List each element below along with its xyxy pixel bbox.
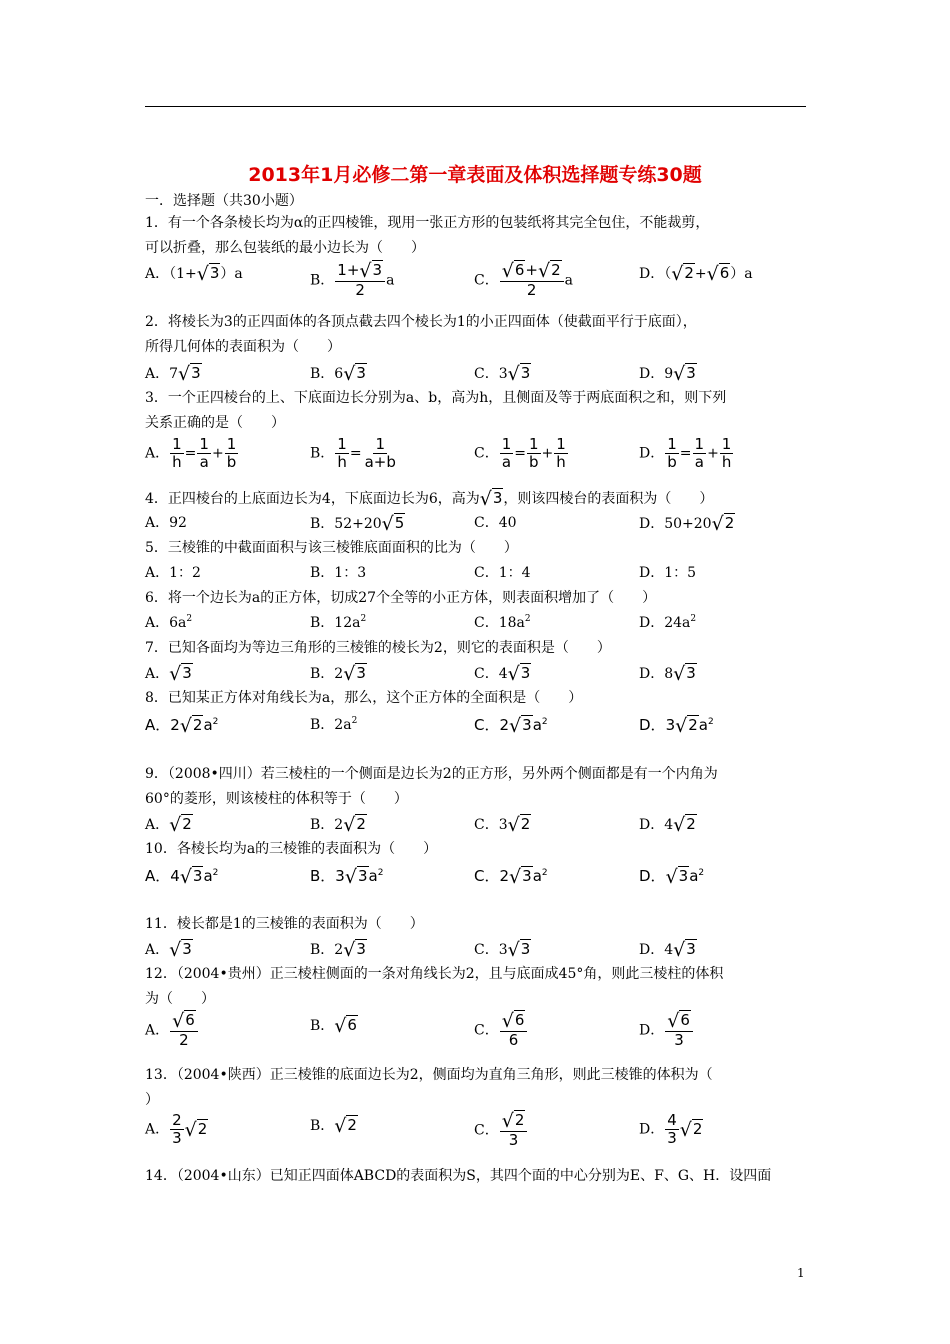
question-2-option-c[interactable]: C．3√3 [474, 363, 531, 385]
question-7-option-c[interactable]: C．4√3 [474, 663, 531, 685]
question-2-option-b[interactable]: B．6√3 [310, 363, 366, 385]
question-6-stem: 6．将一个边长为a的正方体，切成27个全等的小正方体，则表面积增加了（ ） [145, 590, 657, 606]
question-12-stem-line-1: 12．（2004•贵州）正三棱柱侧面的一条对角线长为2，且与底面成45°角，则此三棱柱的体积 [145, 966, 724, 982]
question-7-stem: 7．已知各面均为等边三角形的三棱锥的棱长为2，则它的表面积是（ ） [145, 640, 611, 656]
page-number: 1 [797, 1266, 805, 1280]
question-10-stem: 10．各棱长均为a的三棱锥的表面积为（ ） [145, 841, 438, 857]
question-2-option-d[interactable]: D．9√3 [639, 363, 696, 385]
question-13-option-b[interactable]: B．√2 [310, 1115, 357, 1137]
question-8-option-a[interactable]: A．$2√2a^2$ [145, 715, 219, 737]
question-1-stem-line-2: 可以折叠，那么包装纸的最小边长为（ ） [145, 240, 425, 256]
question-13-option-c[interactable]: C． $\frac{√2}{3}$ [474, 1112, 528, 1149]
question-11-option-d[interactable]: D．4√3 [639, 939, 696, 961]
question-14-stem: 14．（2004•山东）已知正四面体ABCD的表面积为S，其四个面的中心分别为E、F、G、H．设四面 [145, 1168, 772, 1184]
question-12-option-c[interactable]: C． $\frac{√6}{6}$ [474, 1012, 528, 1049]
question-11-option-c[interactable]: C．3√3 [474, 939, 531, 961]
question-4-option-b[interactable]: B．52+20√5 [310, 513, 405, 535]
question-2-option-a[interactable]: A．7√3 [145, 363, 201, 385]
question-6-option-a[interactable]: A．$6a^2$ [145, 614, 193, 631]
question-5-option-d[interactable]: D．1：5 [639, 565, 697, 581]
question-9-option-a[interactable]: A．√2 [145, 814, 192, 836]
question-5-stem: 5．三棱锥的中截面面积与该三棱锥底面面积的比为（ ） [145, 540, 518, 556]
question-9-stem-line-1: 9．（2008•四川）若三棱柱的一个侧面是边长为2的正方形，另外两个侧面都是有一个内角为 [145, 766, 718, 782]
question-12-stem-line-2: 为（ ） [145, 991, 215, 1007]
question-8-option-b[interactable]: B．$2a^2$ [310, 716, 358, 733]
document-title: 2013年1月必修二第一章表面及体积选择题专练30题 [248, 164, 702, 186]
question-6-option-d[interactable]: D．$24a^2$ [639, 614, 697, 631]
question-7-option-b[interactable]: B．2√3 [310, 663, 366, 685]
question-12-option-a[interactable]: A． $\frac{√6}{2}$ [145, 1012, 199, 1049]
question-4-option-c[interactable]: C．40 [474, 515, 517, 531]
question-5-option-b[interactable]: B．1：3 [310, 565, 367, 581]
question-3-stem-line-2: 关系正确的是（ ） [145, 415, 285, 431]
question-2-stem-line-2: 所得几何体的表面积为（ ） [145, 339, 341, 355]
question-4-stem: 4．正四棱台的上底面边长为4，下底面边长为6，高为√3，则该四棱台的表面积为（ ） [145, 488, 714, 510]
question-1-stem-line-1: 1．有一个各条棱长均为α的正四棱锥，现用一张正方形的包装纸将其完全包住，不能裁剪， [145, 215, 710, 231]
question-10-option-a[interactable]: A．$4√3a^2$ [145, 866, 219, 888]
question-12-option-b[interactable]: B．√6 [310, 1015, 357, 1037]
question-10-option-b[interactable]: B．$3√3a^2$ [310, 866, 384, 888]
question-3-stem-line-1: 3．一个正四棱台的上、下底面边长分别为a、b，高为h，且侧面及等于两底面积之和，则下列 [145, 390, 727, 406]
question-10-option-d[interactable]: D．$√3a^2$ [639, 866, 705, 888]
question-13-stem-line-2: ） [145, 1092, 159, 1108]
question-3-option-d[interactable]: D． $\frac{1}{b}$ = $\frac{1}{a}$ + $\frac{1}{h}$ [639, 435, 732, 471]
question-5-option-c[interactable]: C．1：4 [474, 565, 531, 581]
question-11-stem: 11．棱长都是1的三棱锥的表面积为（ ） [145, 916, 424, 932]
question-9-stem-line-2: 60°的菱形，则该棱柱的体积等于（ ） [145, 791, 408, 807]
question-11-option-b[interactable]: B．2√3 [310, 939, 366, 961]
question-9-option-b[interactable]: B．2√2 [310, 814, 366, 836]
question-5-option-a[interactable]: A．1：2 [145, 565, 201, 581]
question-1-option-a[interactable]: A．（1+√3）a [145, 263, 243, 285]
question-3-option-c[interactable]: C． $\frac{1}{a}$ = $\frac{1}{b}$ + $\frac{1}{h}$ [474, 435, 566, 471]
question-1-option-d[interactable]: D．（√2+√6）a [639, 263, 753, 285]
question-9-option-c[interactable]: C．3√2 [474, 814, 531, 836]
question-1-option-c[interactable]: C． $\frac{√6+√2}{2}$ a [474, 260, 573, 299]
question-10-option-c[interactable]: C．$2√3a^2$ [474, 866, 548, 888]
question-3-option-b[interactable]: B． $\frac{1}{h}$ = $\frac{1}{a+b}$ [310, 435, 396, 471]
question-7-option-a[interactable]: A．√3 [145, 663, 192, 685]
section-heading: 一．选择题（共30小题） [145, 193, 303, 209]
question-13-option-d[interactable]: D． $\frac{4}{3}$ √2 [639, 1111, 703, 1147]
question-13-stem-line-1: 13．（2004•陕西）正三棱锥的底面边长为2，侧面均为直角三角形，则此三棱锥的体积为（ [145, 1067, 713, 1083]
question-11-option-a[interactable]: A．√3 [145, 939, 192, 961]
question-13-option-a[interactable]: A． $\frac{2}{3}$ √2 [145, 1111, 208, 1147]
question-6-option-c[interactable]: C．$18a^2$ [474, 614, 531, 631]
question-12-option-d[interactable]: D． $\frac{√6}{3}$ [639, 1012, 694, 1049]
question-1-option-b[interactable]: B． $\frac{1+√3}{2}$ a [310, 260, 395, 299]
question-7-option-d[interactable]: D．8√3 [639, 663, 696, 685]
header-rule [145, 106, 806, 107]
question-4-option-a[interactable]: A．92 [145, 515, 187, 531]
question-8-stem: 8．已知某正方体对角线长为a，那么，这个正方体的全面积是（ ） [145, 690, 583, 706]
question-3-option-a[interactable]: A． $\frac{1}{h}$ = $\frac{1}{a}$ + $\frac{1}{b}$ [145, 435, 237, 471]
question-6-option-b[interactable]: B．$12a^2$ [310, 614, 367, 631]
question-8-option-c[interactable]: C．$2√3a^2$ [474, 715, 548, 737]
question-4-option-d[interactable]: D．50+20√2 [639, 513, 735, 535]
question-2-stem-line-1: 2．将棱长为3的正四面体的各顶点截去四个棱长为1的小正四面体（使截面平行于底面）， [145, 314, 697, 330]
question-9-option-d[interactable]: D．4√2 [639, 814, 696, 836]
question-8-option-d[interactable]: D．$3√2a^2$ [639, 715, 714, 737]
